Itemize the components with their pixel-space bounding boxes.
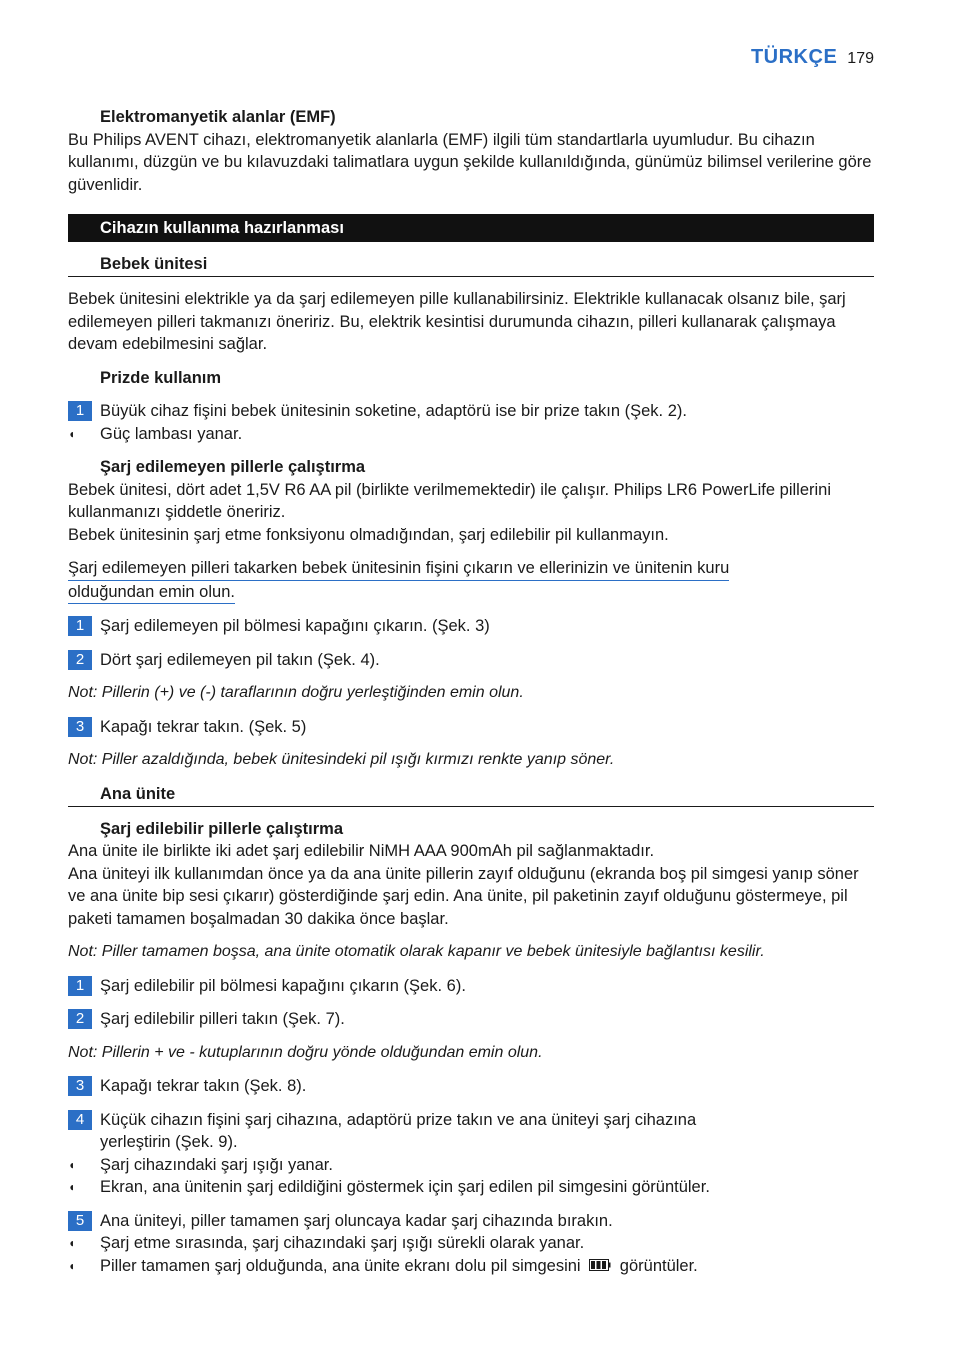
rech-step-5: [68, 1210, 874, 1233]
result-text: Ekran, ana ünitenin şarj edildiğini göstermek için şarj edilen pil simgesini görüntüler.: [100, 1178, 710, 1196]
result-arrow-icon: ◖: [68, 1180, 76, 1194]
rech-result-4b: [68, 1176, 874, 1199]
step-text: Büyük cihaz fişini bebek ünitesinin soketine, adaptörü ise bir prize takın (Şek. 2).: [100, 402, 687, 420]
step-number: 2: [68, 650, 92, 670]
rech-step-3: [68, 1075, 874, 1098]
rech-result-5b: [68, 1255, 874, 1278]
rech-body-2: Ana üniteyi ilk kullanımdan önce ya da ana ünite pillerin zayıf olduğunu (ekranda boş pil simgesi yanıp söner ve ana ünite bip sesi çıkarır) gösterdiğinde şarj edin. Ana ünite, pil paketinin zayıf olduğunu göstermeye, pil paketi tamamen boşalmadan 30 dakika önce başlar.: [68, 864, 859, 928]
warning-line-1: Şarj edilemeyen pilleri takarken bebek ünitesinin fişini çıkarın ve ellerinizin ve ünitenin kuru: [68, 557, 729, 581]
result-arrow-icon: ◖: [68, 426, 76, 441]
nonrech-step-2: [68, 649, 874, 672]
nonrech-note-1: Not: Pillerin (+) ve (-) taraflarının doğru yerleştiğinden emin olun.: [68, 684, 524, 701]
preparation-heading: Cihazın kullanıma hazırlanması: [68, 214, 874, 242]
mains-step-1: [68, 400, 874, 423]
step-text-line-1: Küçük cihazın fişini şarj cihazına, adaptörü prize takın ve ana üniteyi şarj cihazına: [100, 1110, 697, 1129]
parent-unit-heading: Ana ünite: [68, 783, 874, 807]
rech-note-1: Not: Piller tamamen boşsa, ana ünite otomatik olarak kapanır ve bebek ünitesiyle bağlantısı kesilir.: [68, 943, 765, 960]
page-number: 179: [847, 50, 874, 67]
rech-note-2: Not: Pillerin + ve - kutuplarının doğru yönde olduğundan emin olun.: [68, 1043, 543, 1061]
rech-step-2: [68, 1008, 874, 1031]
result-text-pre: Piller tamamen şarj olduğunda, ana ünite ekranı dolu pil simgesini: [100, 1256, 581, 1275]
step-number: 5: [68, 1211, 92, 1231]
rech-heading: Şarj edilebilir pillerle çalıştırma: [100, 819, 344, 838]
result-arrow-icon: ◖: [68, 1258, 76, 1273]
nonrech-warning: [68, 557, 874, 604]
step-number: 4: [68, 1110, 92, 1130]
step-text: Ana üniteyi, piller tamamen şarj oluncaya kadar şarj cihazında bırakın.: [100, 1211, 613, 1230]
mains-heading: Prizde kullanım: [100, 368, 222, 387]
nonrech-step-3: [68, 716, 874, 739]
rech-result-4a: [68, 1154, 874, 1177]
page-content: [68, 106, 874, 1277]
warning-line-2: olduğundan emin olun.: [68, 581, 235, 605]
step-text: Şarj edilebilir pil bölmesi kapağını çıkarın (Şek. 6).: [100, 976, 466, 995]
step-number: 1: [68, 976, 92, 996]
nonrech-step-1: [68, 615, 874, 638]
emf-body: Bu Philips AVENT cihazı, elektromanyetik alanlarla (EMF) ilgili tüm standartlarla uyumludur. Bu cihazın kullanımı, düzgün ve bu kılavuzdaki talimatlara uygun şekilde kullanıldığında, günümüz bilimsel verilerine göre güvenlidir.: [68, 130, 872, 194]
result-text-post: görüntüler.: [619, 1256, 698, 1275]
step-number: 2: [68, 1009, 92, 1029]
step-number: 1: [68, 616, 92, 636]
nonrech-body-2: Bebek ünitesinin şarj etme fonksiyonu olmadığından, şarj edilebilir pil kullanmayın.: [68, 525, 669, 544]
rech-result-5a: [68, 1232, 874, 1255]
result-arrow-icon: ◖: [68, 1157, 76, 1172]
result-arrow-icon: ◖: [68, 1236, 76, 1250]
mains-result-1: [68, 423, 874, 446]
step-text: Şarj edilebilir pilleri takın (Şek. 7).: [100, 1010, 345, 1028]
result-text: Şarj etme sırasında, şarj cihazındaki şarj ışığı sürekli olarak yanar.: [100, 1234, 585, 1252]
rech-body-1: Ana ünite ile birlikte iki adet şarj edilebilir NiMH AAA 900mAh pil sağlanmaktadır.: [68, 842, 655, 860]
step-text: Şarj edilemeyen pil bölmesi kapağını çıkarın. (Şek. 3): [100, 617, 490, 635]
result-text: Güç lambası yanar.: [100, 424, 243, 443]
rech-step-4: [68, 1109, 874, 1154]
step-text-line-2: yerleştirin (Şek. 9).: [100, 1133, 238, 1151]
step-text: Dört şarj edilemeyen pil takın (Şek. 4).: [100, 650, 380, 669]
language-label: TÜRKÇE: [750, 46, 838, 68]
emf-heading: Elektromanyetik alanlar (EMF): [100, 108, 336, 126]
step-number: 3: [68, 717, 92, 737]
full-battery-icon: [589, 1255, 611, 1278]
baby-unit-body: Bebek ünitesini elektrikle ya da şarj edilemeyen pille kullanabilirsiniz. Elektrikle kullanacak olsanız bile, şarj edilemeyen pilleri takmanızı öneririz. Bu, elektrik kesintisi durumunda cihazın, pilleri kullanarak çalışmaya devam edebilmesini sağlar.: [68, 290, 846, 353]
nonrech-heading: Şarj edilemeyen pillerle çalıştırma: [100, 458, 366, 476]
step-text: Kapağı tekrar takın. (Şek. 5): [100, 717, 307, 736]
page-header: [751, 46, 874, 69]
step-number: 1: [68, 401, 92, 421]
step-text: Kapağı tekrar takın (Şek. 8).: [100, 1077, 307, 1095]
nonrech-body-1: Bebek ünitesi, dört adet 1,5V R6 AA pil (birlikte verilmemektedir) ile çalışır. Philips LR6 PowerLife pillerini kullanmanızı şiddetle öneririz.: [68, 480, 832, 521]
nonrech-note-2: Not: Piller azaldığında, bebek ünitesindeki pil ışığı kırmızı renkte yanıp söner.: [68, 751, 615, 768]
step-number: 3: [68, 1076, 92, 1096]
rech-step-1: [68, 975, 874, 998]
result-text: Şarj cihazındaki şarj ışığı yanar.: [100, 1155, 333, 1174]
baby-unit-heading: Bebek ünitesi: [68, 253, 874, 277]
